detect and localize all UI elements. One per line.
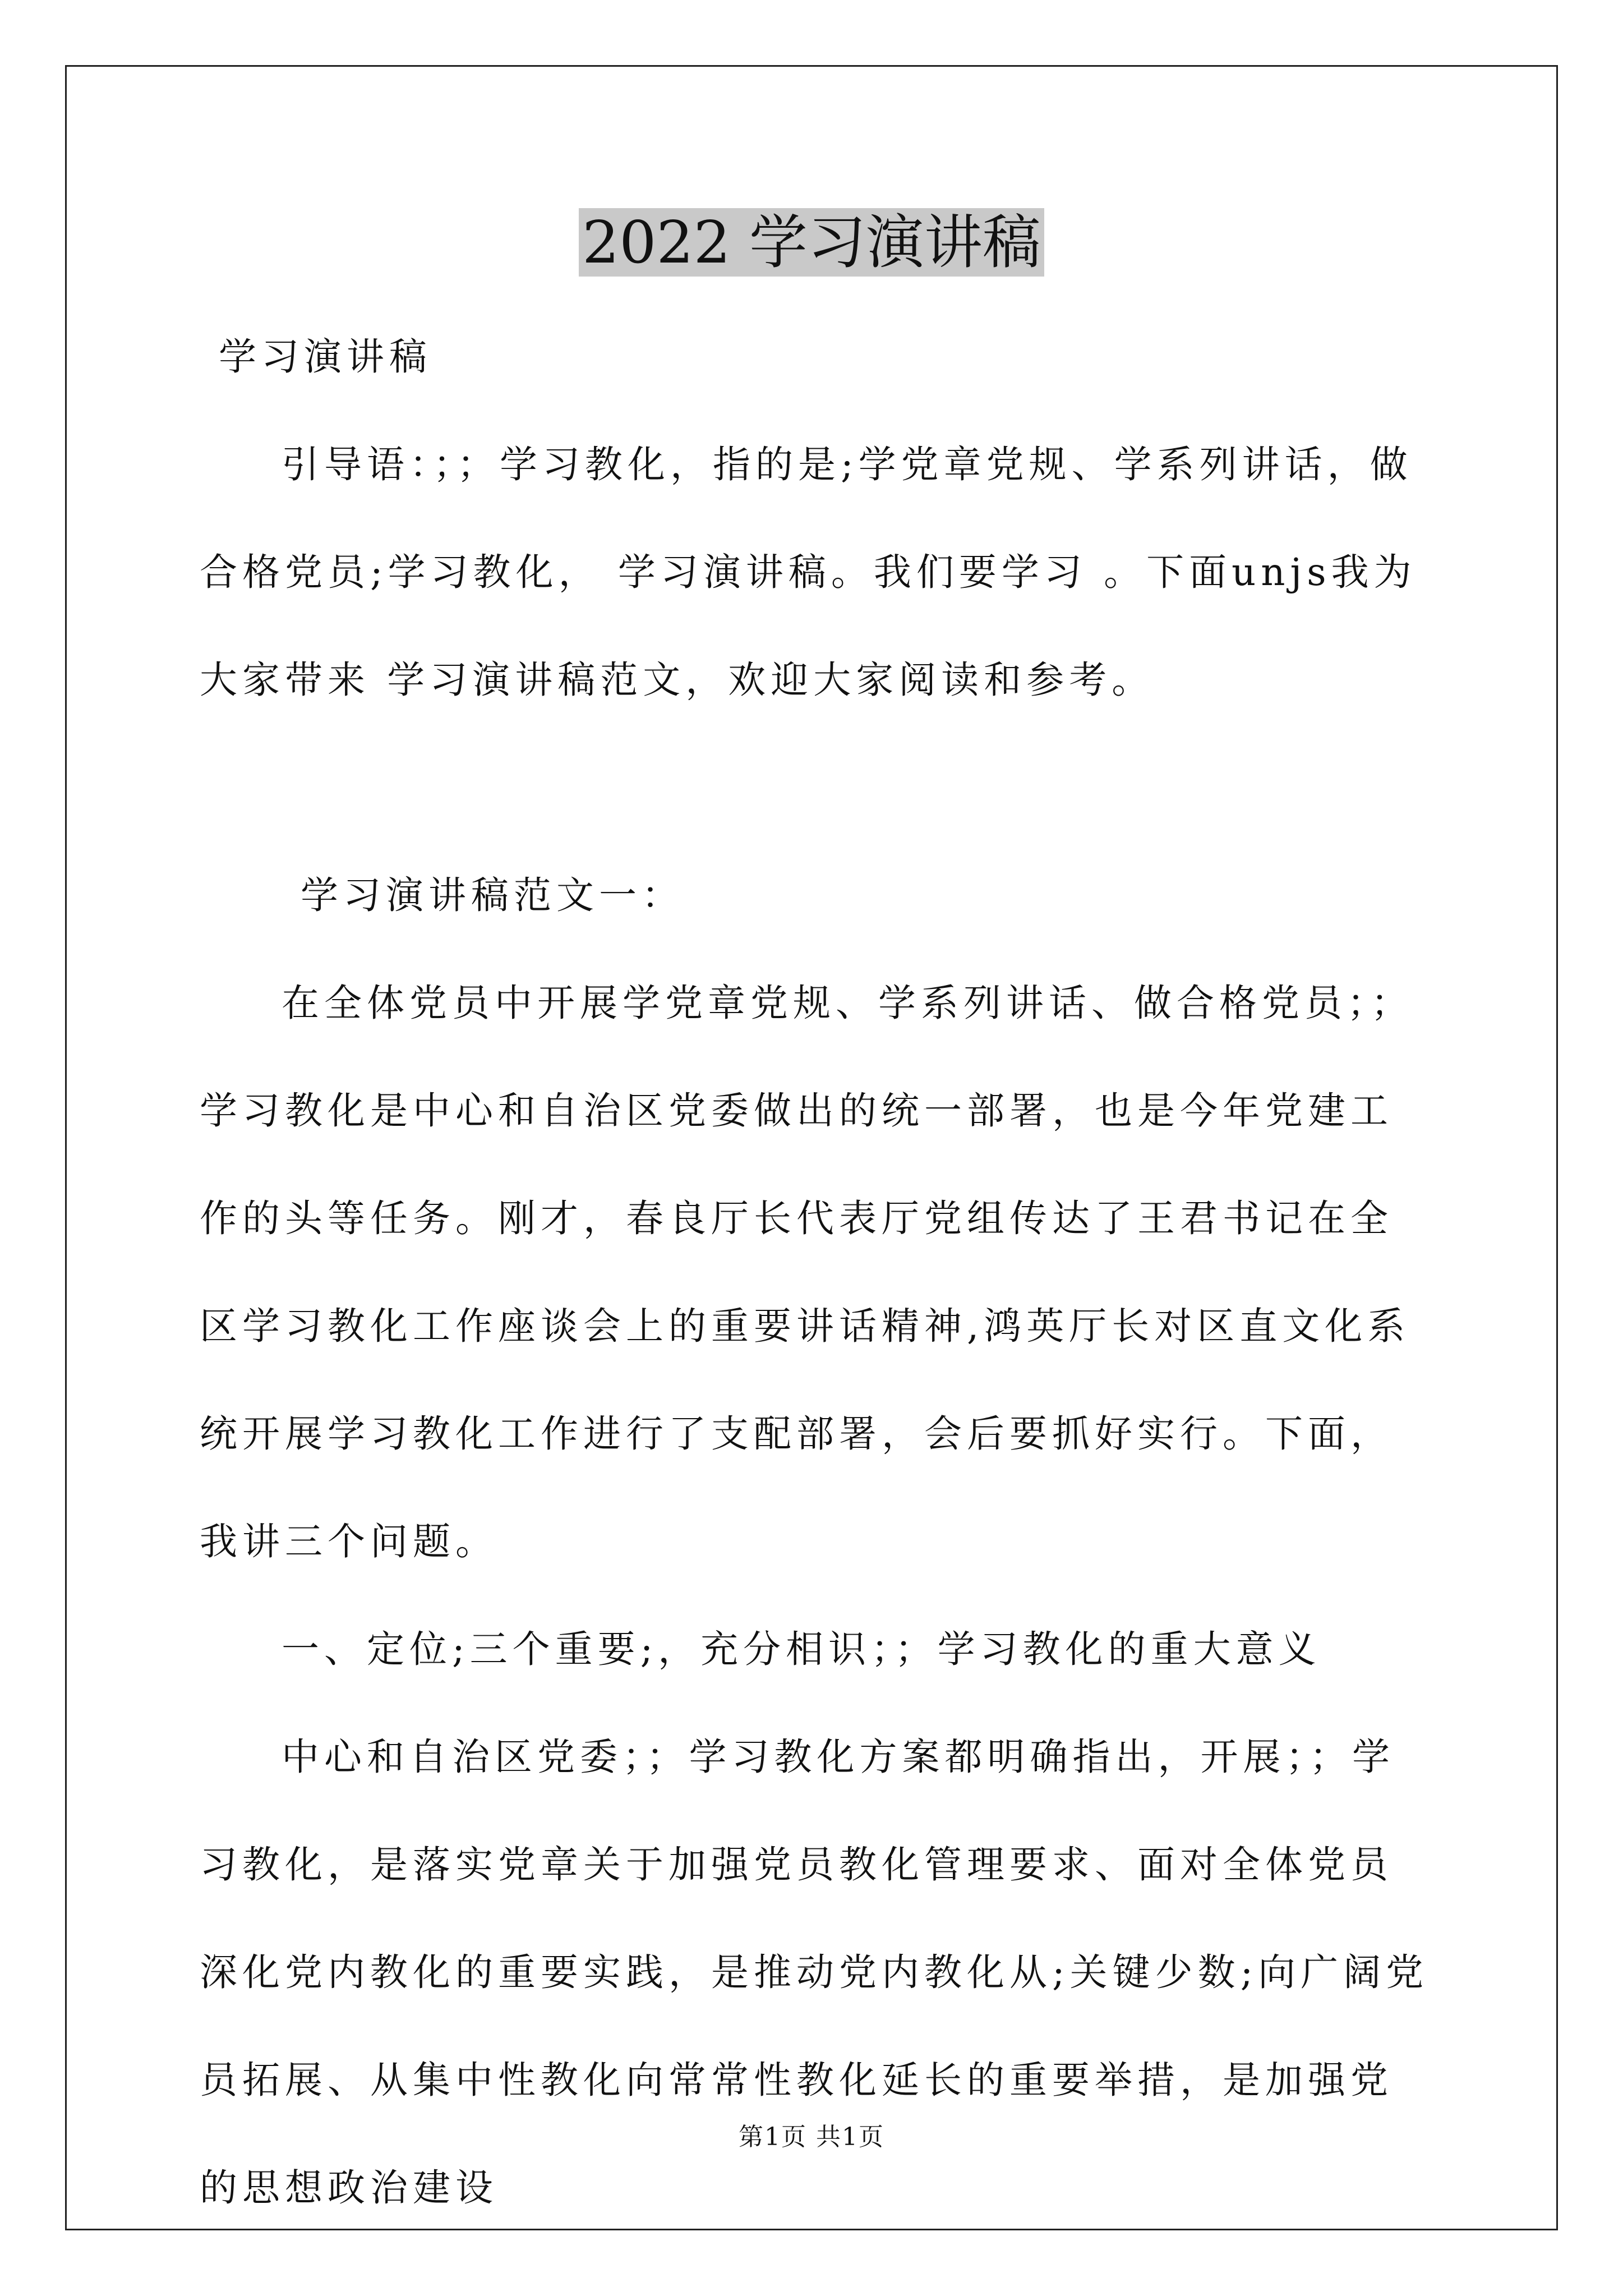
- body-paragraph: 一、定位;三个重要;，充分相识；；学习教化的重大意义: [282, 1627, 1321, 1671]
- subtitle: 学习演讲稿: [219, 335, 432, 379]
- document-title-text: 2022 学习演讲稿: [579, 208, 1044, 277]
- body-paragraph: 中心和自治区党委；；学习教化方案都明确指出，开展；；学习教化，是落实党章关于加强党员教化管理要求、面对全体党员深化党内教化的重要实践，是推动党内教化从;关键少数;向广阔党员拓展、从集中性教化向常常性教化延长的重要举措，是加强党的思想政治建设: [200, 1735, 1429, 2210]
- body-paragraph: 在全体党员中开展学党章党规、学系列讲话、做合格党员；；学习教化是中心和自治区党委做出的统一部署，也是今年党建工作的头等任务。刚才，春良厅长代表厅党组传达了王君书记在全区学习教化工作座谈会上的重要讲话精神,鸿英厅长对区直文化系统开展学习教化工作进行了支配部署，会后要抓好实行。下面，我讲三个问题。: [200, 981, 1414, 1563]
- document-title: [0, 203, 1623, 282]
- document-body: [200, 303, 1433, 2242]
- intro-paragraph: 引导语：；；学习教化，指的是;学党章党规、学系列讲话，做合格党员;学习教化， 学习演讲稿。我们要学习 。下面unjs我为大家带来 学习演讲稿范文，欢迎大家阅读和参考。: [200, 443, 1417, 702]
- section-heading: 学习演讲稿范文一：: [301, 873, 684, 917]
- page-footer: 第1页 共1页: [739, 2123, 884, 2151]
- blank-line: [200, 734, 1433, 841]
